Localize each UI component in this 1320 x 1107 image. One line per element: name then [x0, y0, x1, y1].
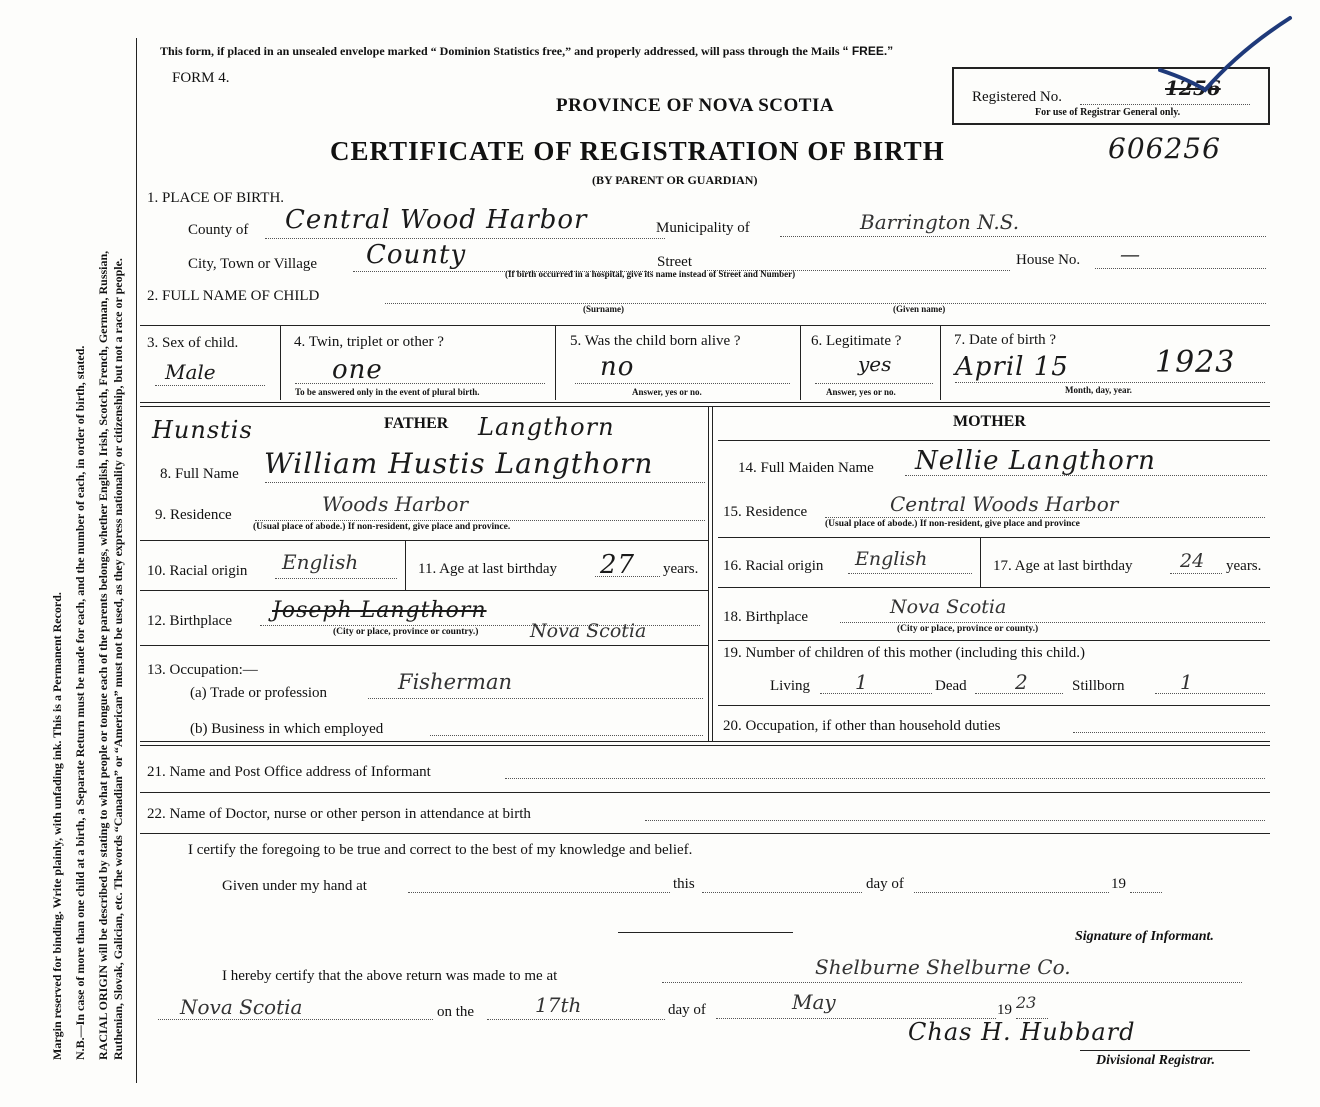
certificate-number: 606256 — [1108, 132, 1221, 165]
this-label: this — [673, 876, 695, 892]
registrar-signature: Chas H. Hubbard — [908, 1018, 1136, 1046]
father-residence-note: (Usual place of abode.) If non-resident, give place and province. — [253, 522, 511, 532]
mother-racial-label: 16. Racial origin — [723, 558, 824, 574]
legitimate-note: Answer, yes or no. — [826, 387, 896, 397]
business-label: (b) Business in which employed — [190, 721, 384, 737]
father-age-label: 11. Age at last birthday — [418, 561, 557, 577]
father-birthplace-label: 12. Birthplace — [147, 613, 232, 629]
mother-residence-value: Central Woods Harbor — [890, 492, 1119, 516]
father-heading: FATHER — [384, 415, 449, 432]
sex-label: 3. Sex of child. — [147, 335, 239, 351]
father-heading-hw-left: Hunstis — [152, 416, 253, 444]
given-name-note: (Given name) — [893, 304, 946, 314]
mother-age-unit: years. — [1226, 558, 1262, 574]
province-heading: PROVINCE OF NOVA SCOTIA — [556, 95, 835, 116]
signature-of-informant-label: Signature of Informant. — [1075, 929, 1214, 944]
month-value: May — [792, 990, 836, 1014]
father-birthplace-struck: Joseph Langthorn — [272, 598, 487, 623]
living-value: 1 — [855, 670, 868, 694]
mother-birthplace-value: Nova Scotia — [890, 596, 1007, 618]
twin-note: To be answered only in the event of plural birth. — [295, 387, 480, 397]
divisional-registrar-label: Divisional Registrar. — [1096, 1053, 1216, 1068]
father-age-unit: years. — [663, 561, 699, 577]
year2-prefix: 19 — [997, 1002, 1012, 1018]
legitimate-label: 6. Legitimate ? — [811, 333, 902, 349]
mother-occupation-label: 20. Occupation, if other than household duties — [723, 718, 1001, 734]
hospital-note: (If birth occurred in a hospital, give its name instead of Street and Number) — [505, 269, 796, 279]
father-heading-hw-right: Langthorn — [478, 413, 615, 441]
margin-note-4: Ruthenian, Slovak, Galician, etc. The words “Canadian” or “American” must not be used, as they express nationality or citizenship, but not a race or people. — [111, 258, 125, 1060]
father-racial-label: 10. Racial origin — [147, 563, 248, 579]
registrar-use-note: For use of Registrar General only. — [1035, 107, 1181, 118]
place-of-birth-label: 1. PLACE OF BIRTH. — [147, 190, 285, 206]
father-name-value: William Hustis Langthorn — [264, 447, 654, 480]
father-age-value: 27 — [600, 550, 636, 580]
registered-number: 1256 — [1165, 76, 1221, 100]
return-place-value: Shelburne Shelburne Co. — [815, 955, 1071, 979]
return-made-label: I hereby certify that the above return was made to me at — [222, 968, 558, 984]
born-alive-label: 5. Was the child born alive ? — [570, 333, 741, 349]
child-name-label: 2. FULL NAME OF CHILD — [147, 288, 320, 304]
father-residence-label: 9. Residence — [155, 507, 232, 523]
children-count-label: 19. Number of children of this mother (including this child.) — [723, 645, 1086, 661]
date-of-birth-year: 1923 — [1155, 345, 1236, 380]
living-label: Living — [770, 678, 810, 694]
born-alive-note: Answer, yes or no. — [632, 387, 702, 397]
city-value: County — [366, 240, 467, 270]
municipality-label: Municipality of — [656, 220, 750, 236]
sex-value: Male — [165, 360, 216, 384]
subtitle: (BY PARENT OR GUARDIAN) — [592, 173, 758, 187]
on-the-label: on the — [437, 1004, 475, 1020]
county-value: Central Wood Harbor — [285, 205, 588, 235]
father-residence-value: Woods Harbor — [322, 492, 469, 516]
page-title: CERTIFICATE OF REGISTRATION OF BIRTH — [330, 136, 945, 166]
house-number-label: House No. — [1016, 252, 1081, 268]
mother-birthplace-note: (City or place, province or county.) — [897, 624, 1039, 634]
dead-value: 2 — [1015, 670, 1028, 694]
mother-age-label: 17. Age at last birthday — [993, 558, 1133, 574]
margin-note-3: RACIAL ORIGIN will be described by stating to what people or tongue each of the parents belongs, whether English, Irish, Scotch, French, German, Russian, — [96, 250, 110, 1060]
year2-value: 23 — [1016, 993, 1037, 1012]
mother-age-value: 24 — [1180, 550, 1205, 572]
margin-note-1: Margin reserved for binding. Write plainly, with unfading ink. This is a Permanent Record. — [50, 592, 64, 1060]
trade-value: Fisherman — [398, 670, 513, 694]
trade-label: (a) Trade or profession — [190, 685, 328, 701]
form-number: FORM 4. — [172, 70, 230, 86]
twin-label: 4. Twin, triplet or other ? — [294, 334, 444, 350]
street-label: Street — [657, 254, 692, 270]
certify-statement: I certify the foregoing to be true and correct to the best of my knowledge and belief. — [188, 842, 693, 858]
twin-value: one — [332, 355, 383, 385]
year-prefix: 19 — [1111, 876, 1126, 892]
mother-racial-value: English — [855, 548, 928, 570]
doctor-label: 22. Name of Doctor, nurse or other person in attendance at birth — [147, 806, 531, 822]
city-label: City, Town or Village — [188, 256, 318, 272]
mother-birthplace-label: 18. Birthplace — [723, 609, 808, 625]
father-name-label: 8. Full Name — [160, 466, 239, 482]
father-racial-value: English — [282, 550, 359, 574]
mother-residence-note: (Usual place of abode.) If non-resident, give place and province — [825, 519, 1080, 529]
legitimate-value: yes — [858, 352, 892, 376]
surname-note: (Surname) — [583, 304, 624, 314]
dead-label: Dead — [935, 678, 967, 694]
occupation-label: 13. Occupation:— — [147, 662, 258, 678]
mail-notice: This form, if placed in an unsealed envelope marked “ Dominion Statistics free,” and properly addressed, will pass through the Mails “ FREE.” — [160, 44, 894, 58]
house-number-value: — — [1120, 242, 1140, 266]
stillborn-label: Stillborn — [1072, 678, 1125, 694]
informant-label: 21. Name and Post Office address of Informant — [147, 764, 431, 780]
born-alive-value: no — [600, 352, 635, 382]
date-of-birth-label: 7. Date of birth ? — [954, 332, 1057, 348]
margin-rule — [136, 38, 137, 1083]
date-of-birth-value: April 15 — [955, 352, 1069, 382]
mother-name-value: Nellie Langthorn — [915, 446, 1156, 476]
county-label: County of — [188, 222, 249, 238]
mother-name-label: 14. Full Maiden Name — [738, 460, 874, 476]
day-of-label: day of — [866, 876, 904, 892]
mother-residence-label: 15. Residence — [723, 504, 808, 520]
father-birthplace-note: (City or place, province or country.) — [333, 627, 479, 637]
municipality-value: Barrington N.S. — [860, 210, 1020, 234]
on-the-value: 17th — [535, 993, 582, 1017]
margin-note-2: N.B.—In case of more than one child at a birth, a Separate Return must be made for each, and the number of each, in order of birth, stated. — [73, 345, 87, 1060]
date-of-birth-note: Month, day, year. — [1065, 385, 1132, 395]
stillborn-value: 1 — [1180, 670, 1193, 694]
registered-label: Registered No. — [972, 89, 1062, 105]
day-of-label-2: day of — [668, 1002, 706, 1018]
return-place-value-2: Nova Scotia — [180, 995, 303, 1019]
mother-heading: MOTHER — [953, 413, 1026, 430]
check-mark-icon — [1150, 10, 1300, 105]
given-under-label: Given under my hand at — [222, 878, 367, 894]
father-birthplace-value: Nova Scotia — [530, 620, 647, 642]
